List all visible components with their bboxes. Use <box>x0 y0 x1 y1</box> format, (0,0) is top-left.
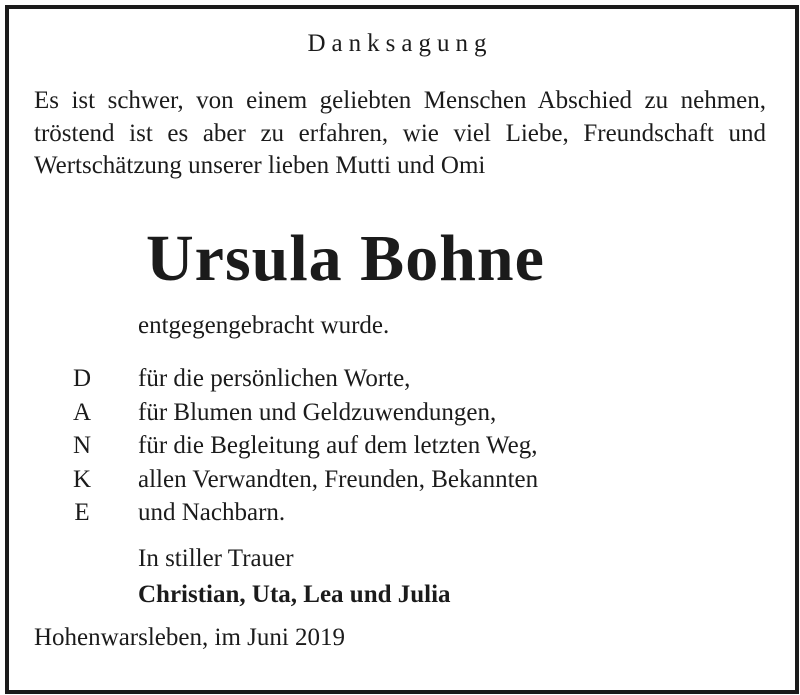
danke-acrostic <box>60 362 104 530</box>
danke-letter: D <box>72 365 92 392</box>
thanks-list <box>138 362 538 530</box>
after-name-text: entgegengebracht wurde. <box>138 312 390 339</box>
thanks-line: und Nachbarn. <box>138 499 286 526</box>
place-date: Hohenwarsleben, im Juni 2019 <box>34 624 346 651</box>
thanks-line: für die Begleitung auf dem letzten Weg, <box>138 432 538 459</box>
intro-paragraph: Es ist schwer, von einem geliebten Menschen Abschied zu nehmen, tröstend ist es aber zu erfahren, wie viel Liebe, Freundschaft und Wertschätzung unserer lieben Mutti und Omi <box>34 87 766 179</box>
signers: Christian, Uta, Lea und Julia <box>138 581 451 608</box>
notice-heading: Danksagung <box>307 30 493 57</box>
mourning-phrase: In stiller Trauer <box>138 545 294 572</box>
danke-letter: E <box>74 499 90 526</box>
deceased-name: Ursula Bohne <box>146 222 545 295</box>
danke-letter: A <box>72 398 92 426</box>
thanks-line: für die persönlichen Worte, <box>138 365 411 392</box>
danke-letter: N <box>72 432 92 459</box>
thanks-line: für Blumen und Geldzuwendungen, <box>138 398 497 426</box>
danke-letter: K <box>72 465 92 493</box>
thanks-line: allen Verwandten, Freunden, Bekannten <box>138 465 539 493</box>
